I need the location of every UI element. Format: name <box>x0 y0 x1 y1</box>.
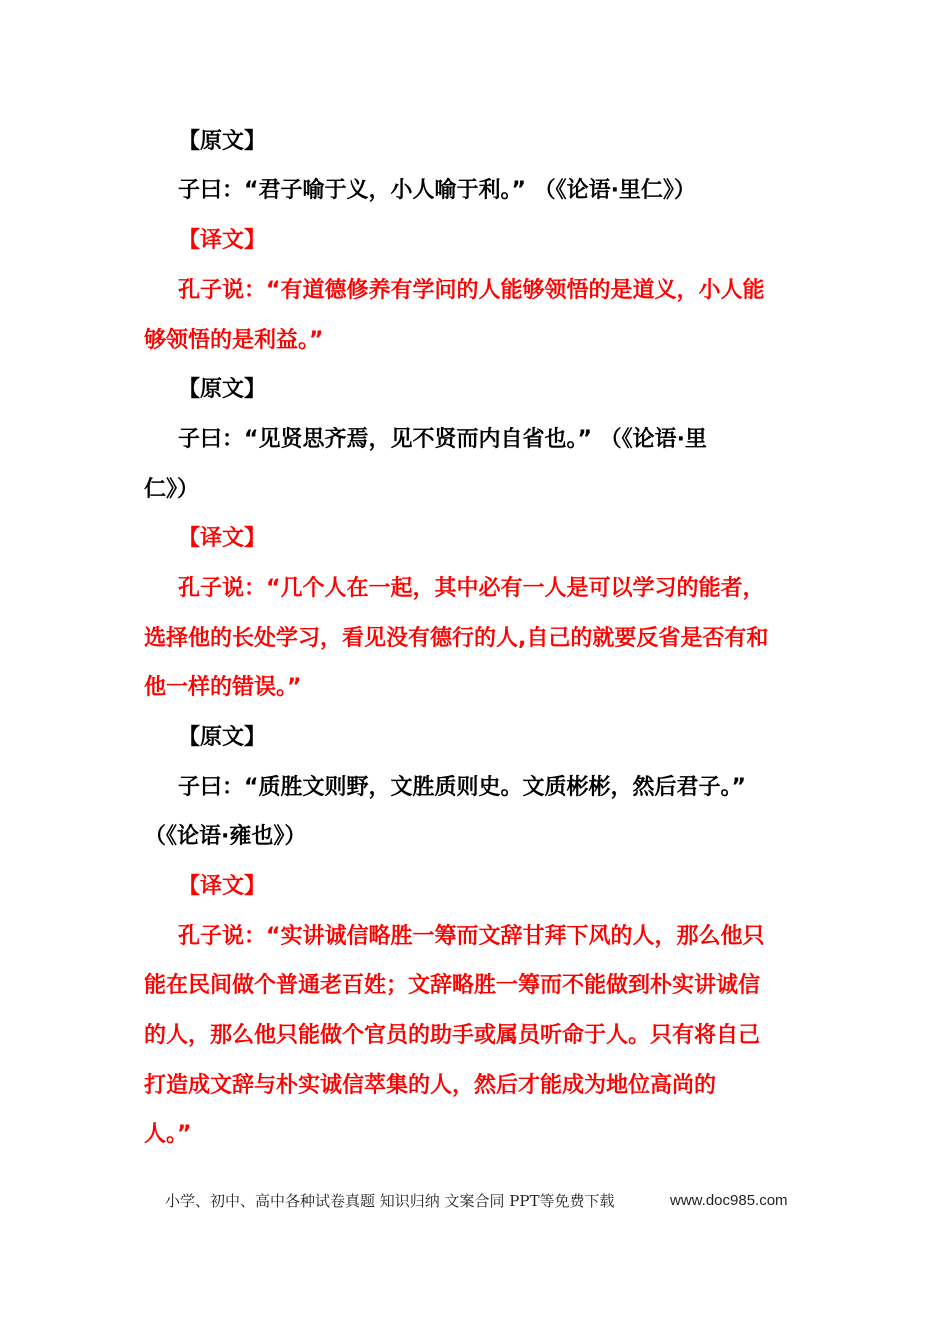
original-text-2-line-2: 仁》） <box>144 477 200 502</box>
original-heading-1: 【原文】 <box>178 129 267 154</box>
original-text-3-line-1: 子曰：“质胜文则野，文胜质则史。文质彬彬，然后君子。” <box>178 775 746 800</box>
footer-promo-text: 小学、初中、高中各种试卷真题 知识归纳 文案合同 PPT等免费下载 <box>165 1192 615 1210</box>
translation-heading-2: 【译文】 <box>178 526 267 551</box>
translation-text-2-line-2: 选择他的长处学习，看见没有德行的人,自己的就要反省是否有和 <box>144 626 769 651</box>
original-heading-3: 【原文】 <box>178 725 267 750</box>
translation-text-2-line-1: 孔子说：“几个人在一起，其中必有一人是可以学习的能者， <box>178 576 765 601</box>
translation-heading-1: 【译文】 <box>178 228 267 253</box>
footer-website-link[interactable]: www.doc985.com <box>670 1192 788 1209</box>
translation-heading-3: 【译文】 <box>178 874 267 899</box>
original-text-3-line-2: （《论语·雍也》） <box>144 824 307 849</box>
original-text-2-line-1: 子曰：“见贤思齐焉，见不贤而内自省也。” （《论语·里 <box>178 427 707 452</box>
translation-text-3-line-5: 人。” <box>144 1122 192 1147</box>
translation-text-1-line-2: 够领悟的是利益。” <box>144 328 324 353</box>
translation-text-3-line-4: 打造成文辞与朴实诚信萃集的人，然后才能成为地位高尚的 <box>144 1073 717 1098</box>
original-text-1-line-1: 子曰：“君子喻于义，小人喻于利。” （《论语·里仁》） <box>178 178 696 203</box>
translation-text-3-line-3: 的人，那么他只能做个官员的助手或属员听命于人。只有将自己 <box>144 1023 761 1048</box>
translation-text-3-line-2: 能在民间做个普通老百姓；文辞略胜一筹而不能做到朴实讲诚信 <box>144 973 761 998</box>
translation-text-3-line-1: 孔子说：“实讲诚信略胜一筹而文辞甘拜下风的人，那么他只 <box>178 924 765 949</box>
translation-text-1-line-1: 孔子说：“有道德修养有学问的人能够领悟的是道义，小人能 <box>178 278 765 303</box>
original-heading-2: 【原文】 <box>178 377 267 402</box>
page-footer <box>0 1188 950 1214</box>
translation-text-2-line-3: 他一样的错误。” <box>144 675 302 700</box>
